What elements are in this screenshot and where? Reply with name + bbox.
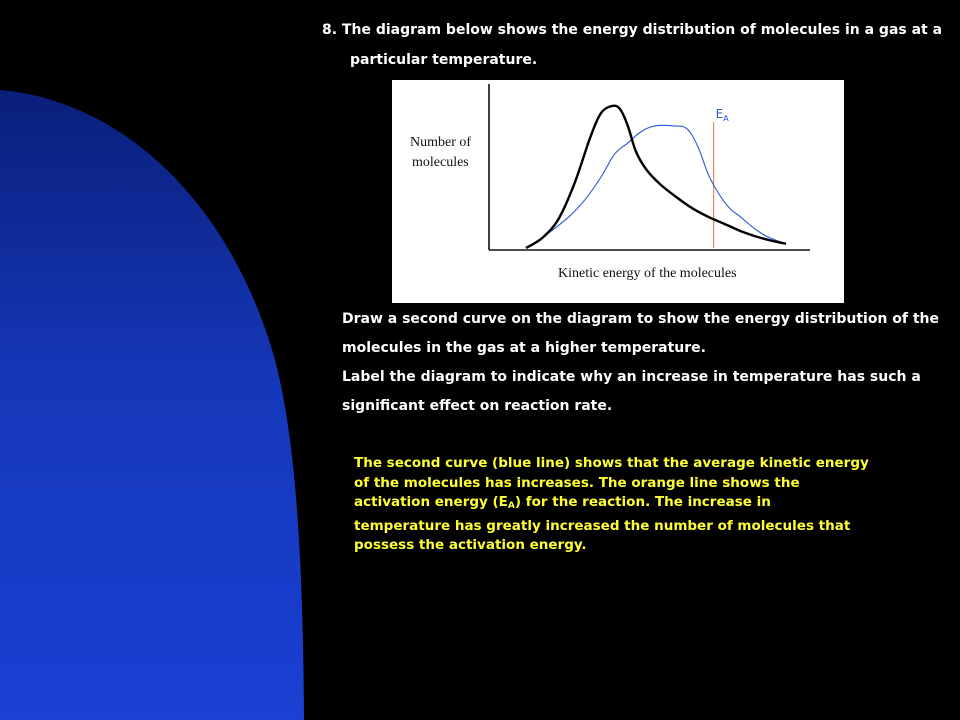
low-temperature-curve	[526, 106, 786, 248]
answer-block	[354, 454, 874, 556]
chart-svg	[392, 80, 844, 303]
answer-line-5: possess the activation energy.	[354, 537, 587, 553]
answer-line-4: temperature has greatly increased the number of molecules that	[354, 517, 851, 534]
activation-energy-label-sub: A	[723, 114, 729, 123]
activation-energy-label-main: E	[715, 107, 724, 121]
activation-energy-label	[716, 107, 730, 123]
instruction-line-4: significant effect on reaction rate.	[342, 398, 613, 414]
question-line-2: particular temperature.	[350, 52, 538, 68]
y-axis-label-line-2: molecules	[412, 155, 469, 170]
answer-line-3-sub: A	[507, 501, 515, 511]
instruction-line-1: Draw a second curve on the diagram to show the energy distribution of the	[342, 311, 940, 327]
high-temperature-curve	[526, 125, 786, 248]
answer-line-2: of the molecules has increases. The orange line shows the	[354, 474, 800, 491]
energy-distribution-diagram	[392, 80, 844, 303]
instruction-line-3: Label the diagram to indicate why an increase in temperature has such a	[342, 369, 921, 385]
answer-line-3-post: ) for the reaction. The increase in	[514, 494, 771, 510]
question-line-1: 8. The diagram below shows the energy distribution of molecules in a gas at a	[322, 22, 943, 38]
y-axis-label-line-1: Number of	[410, 135, 472, 150]
instruction-line-2: molecules in the gas at a higher temperature.	[342, 340, 706, 356]
background-arc	[0, 0, 310, 720]
answer-line-3	[354, 493, 874, 517]
x-axis-label: Kinetic energy of the molecules	[558, 266, 737, 281]
answer-line-1: The second curve (blue line) shows that the average kinetic energy	[354, 455, 869, 471]
answer-line-3-pre: activation energy (E	[354, 494, 508, 510]
